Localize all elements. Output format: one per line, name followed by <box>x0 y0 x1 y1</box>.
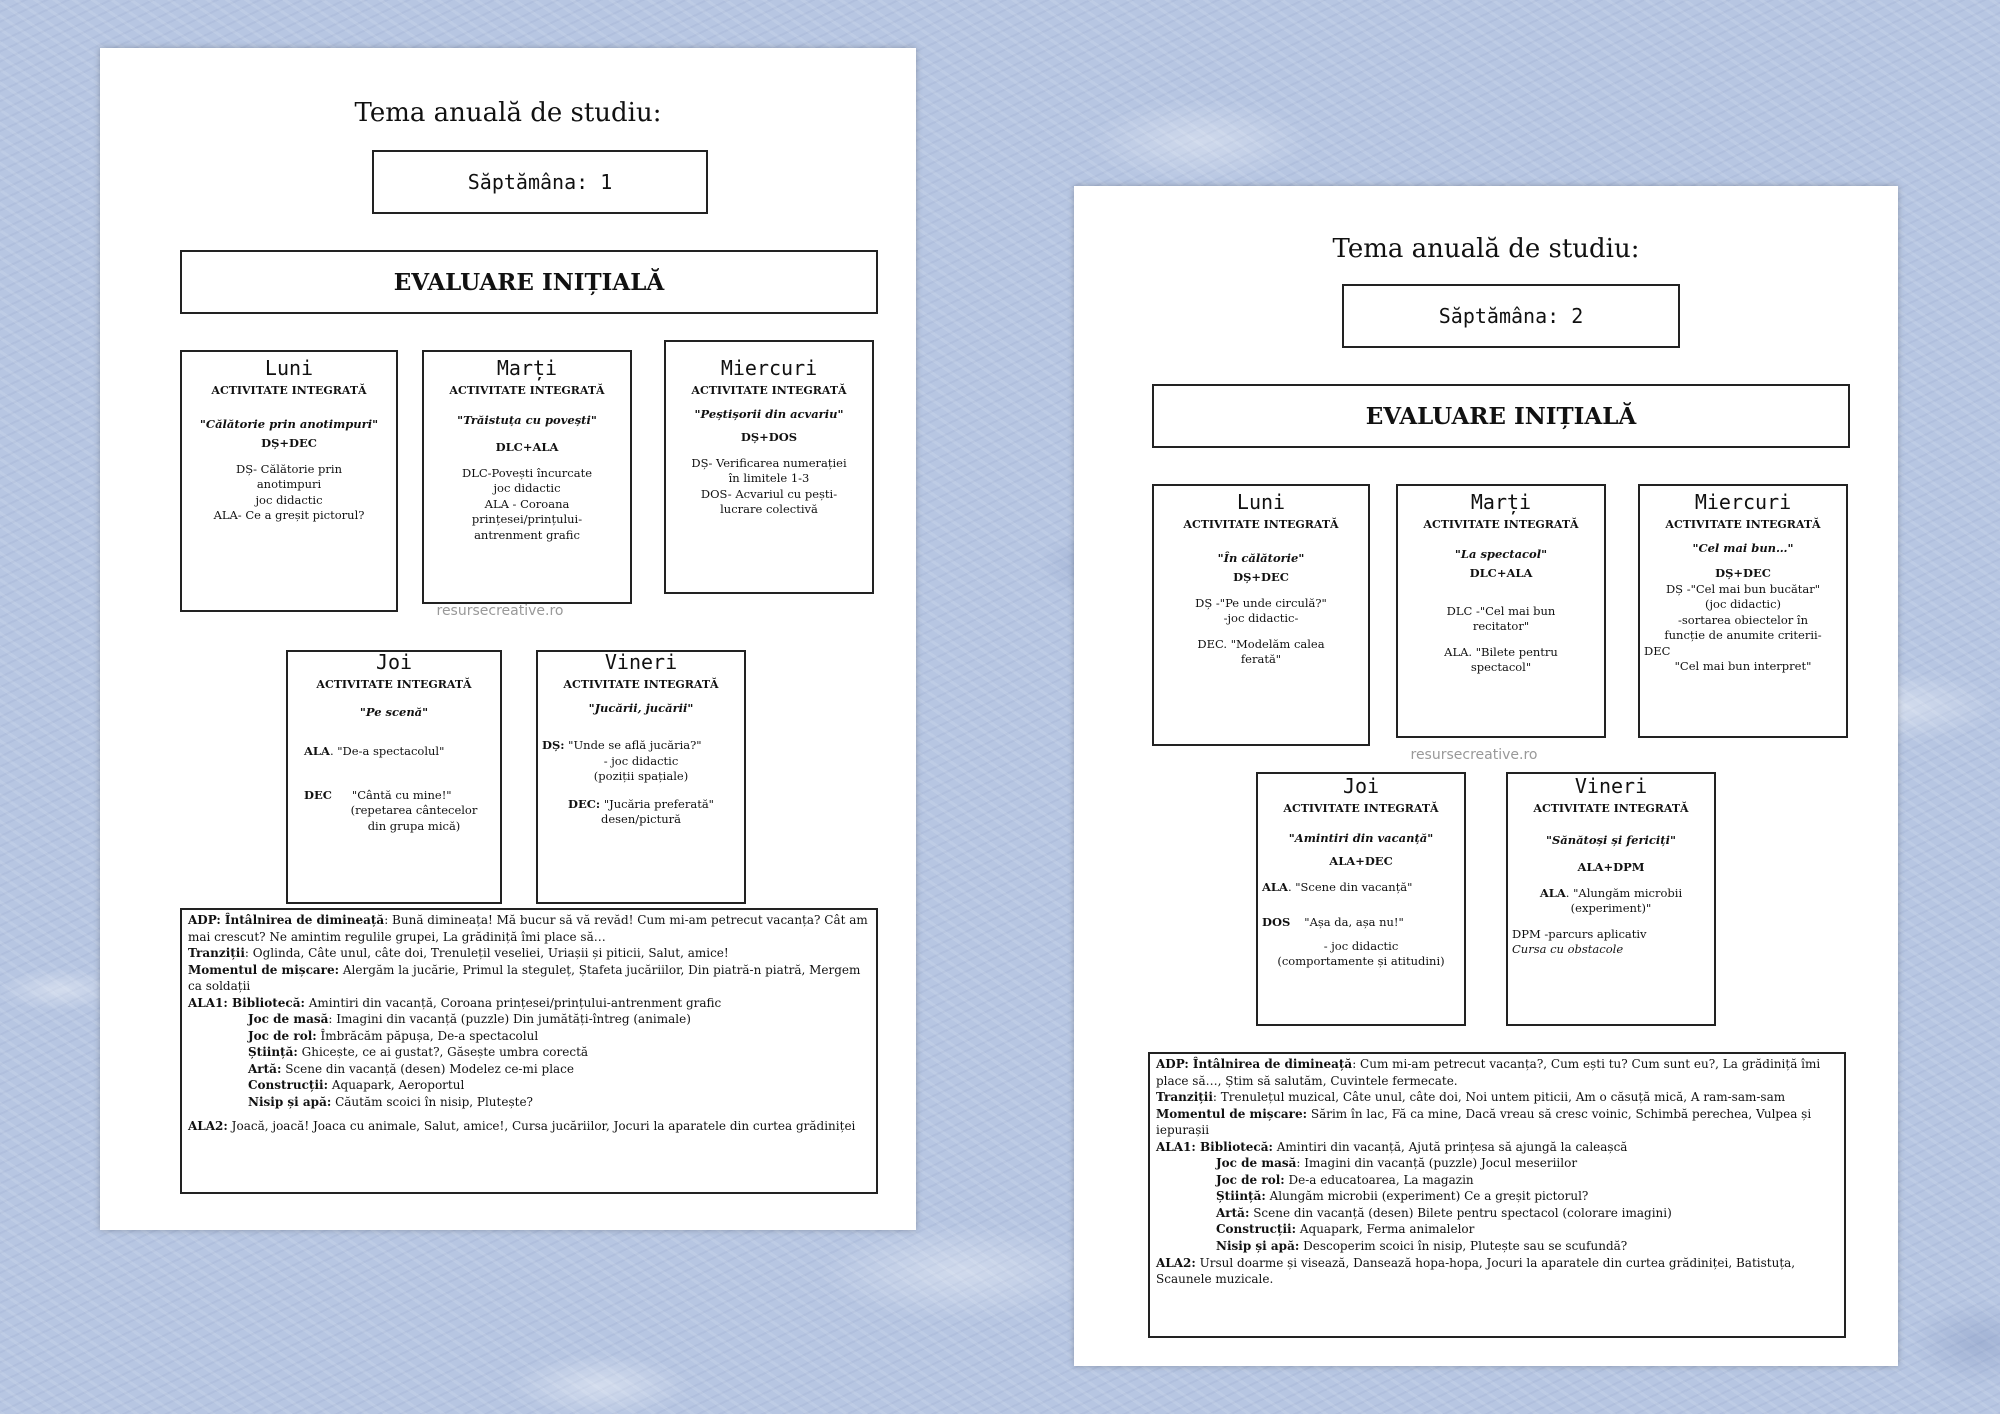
day-card-vineri <box>1506 772 1716 1026</box>
day-card-marti <box>1396 484 1606 738</box>
activity-type: ACTIVITATE INTEGRATĂ <box>1183 518 1339 531</box>
miscare-line: Momentul de mișcare: Alergăm la jucărie, Primul la steguleț, Ștafeta jucăriilor, Din piatră-n piatră, Mergem ca soldații <box>188 962 861 994</box>
activity-type: ACTIVITATE INTEGRATĂ <box>563 678 719 691</box>
activity-title: "Peștișorii din acvariu" <box>694 406 844 421</box>
activity-line: antrenment grafic <box>474 527 580 542</box>
adp-line: ADP: Întâlnirea de dimineață: Bună dimineața! Mă bucur să vă revăd! Cum mi-am petrecut vacanța? Cât am mai crescut? Ne amintim regulile grupei, La grădiniță îmi place să… <box>188 913 868 944</box>
ala1-line: ALA1: Bibliotecă: Amintiri din vacanță, Coroana prințesei/prințului-antrenment grafic <box>188 995 722 1010</box>
activity-line: funcție de anumite criterii- <box>1664 628 1822 643</box>
ala2-line: ALA2: Joacă, joacă! Joaca cu animale, Salut, amice!, Cursa jucăriilor, Jocuri la aparatele din curtea grădiniței <box>188 1118 856 1133</box>
activity-line: spectacol" <box>1470 660 1532 675</box>
activity-line: DEC: "Jucăria preferată" <box>568 796 714 811</box>
activity-line: -joc didactic- <box>1223 611 1299 626</box>
activity-title: "Amintiri din vacanță" <box>1288 830 1434 845</box>
activity-line: în limitele 1-3 <box>728 471 810 486</box>
activity-code: DLC+ALA <box>495 440 559 455</box>
activity-title: "Trăistuța cu povești" <box>457 412 597 427</box>
activity-type: ACTIVITATE INTEGRATĂ <box>691 384 847 397</box>
activity-line: "Cel mai bun interpret" <box>1674 659 1812 674</box>
activity-line: prințesei/prințului- <box>471 512 583 527</box>
day-name: Joi <box>375 650 413 674</box>
activity-code: DȘ+DEC <box>1715 566 1771 581</box>
activity-line: (repetarea cântecelor <box>350 803 478 818</box>
day-card-joi <box>1256 772 1466 1026</box>
activity-title: "La spectacol" <box>1454 546 1548 561</box>
activity-code: DȘ+DEC <box>261 436 317 451</box>
joc-masa-line: Joc de masă: Imagini din vacanță (puzzle) Jocul meseriilor <box>1216 1156 1578 1171</box>
activity-code: DȘ+DEC <box>1233 570 1289 585</box>
activity-line: DȘ: "Unde se află jucăria?" <box>542 738 702 753</box>
activity-code: DLC+ALA <box>1469 566 1533 581</box>
day-name: Luni <box>264 356 314 380</box>
ala1-line: ALA1: Bibliotecă: Amintiri din vacanță, Ajută prințesa să ajungă la caleașcă <box>1156 1139 1628 1154</box>
tema-heading: Tema anuală de studiu: <box>354 98 662 128</box>
day-name: Vineri <box>1574 774 1648 798</box>
activity-line: - joc didactic <box>1323 938 1399 953</box>
activity-line: Cursa cu obstacole <box>1512 942 1624 957</box>
activity-line: (experiment)" <box>1570 901 1652 916</box>
day-name: Miercuri <box>1694 490 1792 514</box>
watermark-site: resursecreative.ro <box>1410 747 1538 763</box>
activity-title: "Pe scenă" <box>359 704 429 719</box>
saptamana-box: Săptămâna: 1 <box>372 150 708 214</box>
activity-type: ACTIVITATE INTEGRATĂ <box>316 678 472 691</box>
stiinta-line: Știință: Alungăm microbii (experiment) Ce a greșit pictorul? <box>1216 1189 1589 1204</box>
evaluare-initiala-banner: EVALUARE INIȚIALĂ <box>1152 384 1850 448</box>
activity-line: ALA. "Bilete pentru <box>1444 644 1558 659</box>
activity-line: joc didactic <box>255 492 323 507</box>
adp-ala-box <box>180 908 878 1194</box>
day-card-luni <box>180 350 398 612</box>
activity-line: desen/pictură <box>600 812 682 827</box>
activity-line: (poziții spațiale) <box>593 769 689 784</box>
activity-line: DȘ- Călătorie prin <box>236 461 342 476</box>
tranzitii-line: Tranziții: Oglinda, Câte unul, câte doi, Trenulețil veseliei, Uriașii și piticii, Salut, amice! <box>188 946 729 961</box>
activity-title: "Cel mai bun…" <box>1692 540 1794 555</box>
activity-type: ACTIVITATE INTEGRATĂ <box>1283 802 1439 815</box>
nisip-apa-line: Nisip și apă: Căutăm scoici în nisip, Plutește? <box>248 1095 533 1110</box>
day-card-vineri <box>536 650 746 904</box>
activity-line: joc didactic <box>493 481 561 496</box>
day-card-miercuri <box>1638 484 1848 738</box>
day-name: Miercuri <box>720 356 818 380</box>
page-week-2 <box>1074 186 1898 1366</box>
constructii-line: Construcții: Aquapark, Ferma animalelor <box>1216 1222 1475 1237</box>
day-card-joi <box>286 650 502 904</box>
activity-line: recitator" <box>1472 619 1530 634</box>
activity-line: ALA - Coroana <box>484 496 570 511</box>
activity-line: DEC <box>1644 643 1671 658</box>
activity-line: DLC-Povești încurcate <box>461 465 593 480</box>
saptamana-box: Săptămâna: 2 <box>1342 284 1680 348</box>
joc-masa-line: Joc de masă: Imagini din vacanță (puzzle) Din jumătăți-întreg (animale) <box>248 1012 691 1027</box>
activity-line: DȘ -"Pe unde circulă?" <box>1195 595 1327 610</box>
activity-line: DOS "Așa da, așa nu!" <box>1262 915 1404 930</box>
activity-line: (joc didactic) <box>1705 597 1781 612</box>
day-card-miercuri <box>664 340 874 594</box>
activity-code: ALA+DEC <box>1329 854 1393 869</box>
activity-line: DOS- Acvariul cu pești- <box>700 486 838 501</box>
activity-title: "Călătorie prin anotimpuri" <box>199 416 379 431</box>
activity-type: ACTIVITATE INTEGRATĂ <box>1423 518 1579 531</box>
activity-code: DȘ+DOS <box>740 430 798 445</box>
activity-line: ALA. "Alungăm microbii <box>1539 885 1683 900</box>
joc-rol-line: Joc de rol: Îmbrăcăm păpușa, De-a spectacolul <box>248 1028 539 1043</box>
activity-title: "Jucării, jucării" <box>588 700 694 715</box>
watermark-site: resursecreative.ro <box>436 603 564 619</box>
activity-line: DPM -parcurs aplicativ <box>1512 926 1647 941</box>
nisip-apa-line: Nisip și apă: Descoperim scoici în nisip, Plutește sau se scufundă? <box>1216 1239 1628 1254</box>
constructii-line: Construcții: Aquapark, Aeroportul <box>248 1078 465 1093</box>
adp-ala-box <box>1148 1052 1846 1338</box>
activity-line: (comportamente și atitudini) <box>1277 954 1445 969</box>
page-week-1 <box>100 48 916 1230</box>
day-name: Marți <box>496 356 558 380</box>
arta-line: Artă: Scene din vacanță (desen) Modelez ce-mi place <box>248 1061 575 1076</box>
day-card-marti <box>422 350 632 604</box>
tema-heading: Tema anuală de studiu: <box>1332 234 1640 264</box>
activity-line: -sortarea obiectelor în <box>1678 612 1808 627</box>
activity-type: ACTIVITATE INTEGRATĂ <box>1665 518 1821 531</box>
activity-line: DȘ- Verificarea numerației <box>691 455 847 470</box>
activity-type: ACTIVITATE INTEGRATĂ <box>449 384 605 397</box>
activity-line: DEC "Cântă cu mine!" <box>304 787 452 802</box>
activity-line: lucrare colectivă <box>720 502 818 517</box>
evaluare-initiala-banner: EVALUARE INIȚIALĂ <box>180 250 878 314</box>
activity-type: ACTIVITATE INTEGRATĂ <box>211 384 367 397</box>
joc-rol-line: Joc de rol: De-a educatoarea, La magazin <box>1216 1172 1474 1187</box>
activity-type: ACTIVITATE INTEGRATĂ <box>1533 802 1689 815</box>
activity-line: - joc didactic <box>603 753 679 768</box>
adp-line: ADP: Întâlnirea de dimineață: Cum mi-am petrecut vacanța?, Cum ești tu? Cum sunt eu?, La grădiniță îmi place să…, Știm să salutăm, Cuvintele fermecate. <box>1156 1057 1821 1088</box>
activity-line: ALA- Ce a greșit pictorul? <box>213 508 365 523</box>
activity-code: ALA+DPM <box>1577 860 1645 875</box>
day-card-luni <box>1152 484 1370 746</box>
stiinta-line: Știință: Ghicește, ce ai gustat?, Găsește umbra corectă <box>248 1045 589 1060</box>
miscare-line: Momentul de mișcare: Sărim în lac, Fă ca mine, Dacă vreau să cresc voinic, Schimbă perechea, Vulpea și iepurașii <box>1156 1106 1812 1138</box>
activity-line: ferată" <box>1240 652 1282 667</box>
day-name: Luni <box>1236 490 1286 514</box>
day-name: Joi <box>1342 774 1380 798</box>
arta-line: Artă: Scene din vacanță (desen) Bilete pentru spectacol (colorare imagini) <box>1216 1205 1672 1220</box>
activity-line: ALA. "De-a spectacolul" <box>304 744 445 759</box>
ala2-line: ALA2: Ursul doarme și visează, Dansează hopa-hopa, Jocuri la aparatele din curtea grădiniței, Batistuța, Scaunele muzicale. <box>1156 1255 1796 1287</box>
activity-title: "În călătorie" <box>1217 550 1305 565</box>
activity-line: anotimpuri <box>256 477 322 492</box>
activity-title: "Sănătoși și fericiți" <box>1546 832 1676 847</box>
activity-line: DȘ -"Cel mai bun bucătar" <box>1665 581 1821 596</box>
day-name: Vineri <box>604 650 678 674</box>
day-name: Marți <box>1470 490 1532 514</box>
activity-line: DEC. "Modelăm calea <box>1197 636 1325 651</box>
activity-line: din grupa mică) <box>367 818 461 833</box>
tranzitii-line: Tranziții: Trenulețul muzical, Câte unul, câte doi, Noi untem piticii, Am o căsuță mică, A ram-sam-sam <box>1156 1090 1786 1105</box>
activity-line: ALA. "Scene din vacanță" <box>1262 879 1413 894</box>
activity-line: DLC -"Cel mai bun <box>1446 603 1556 618</box>
